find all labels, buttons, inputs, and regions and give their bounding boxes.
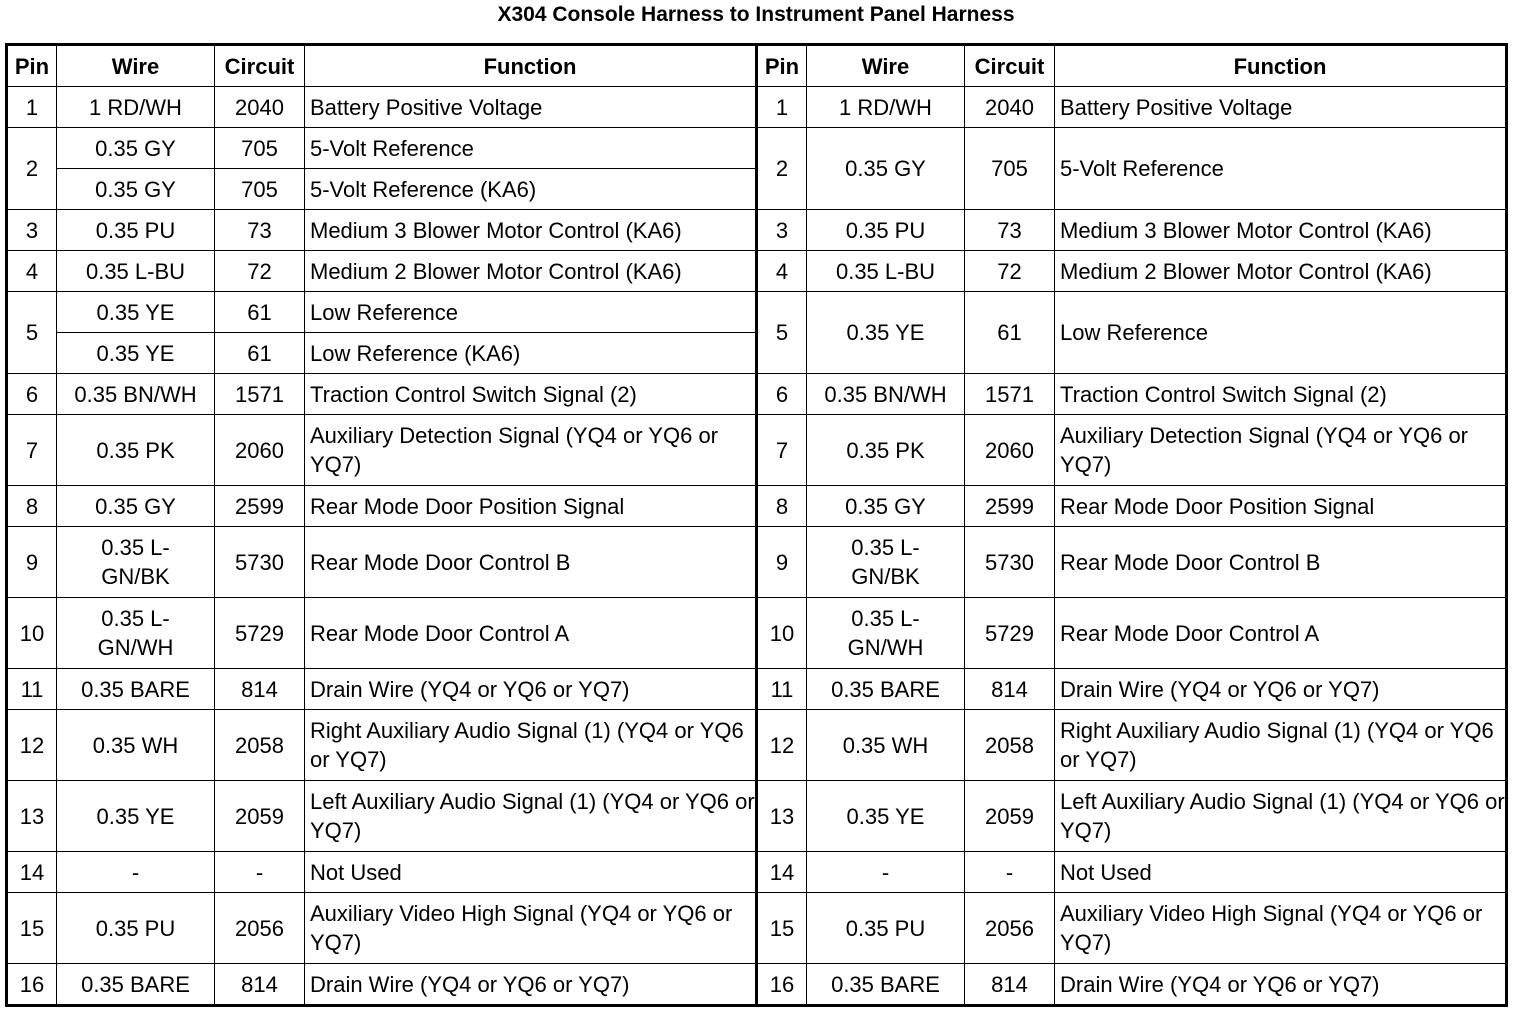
- function-cell: Auxiliary Detection Signal (YQ4 or YQ6 or YQ7): [305, 415, 757, 486]
- function-cell: Low Reference: [1055, 292, 1507, 374]
- circuit-cell: 2056: [215, 893, 305, 964]
- circuit-cell: 1571: [215, 374, 305, 415]
- pin-cell: 15: [757, 893, 807, 964]
- wire-cell: 0.35 GY: [57, 486, 215, 527]
- circuit-cell: 705: [965, 128, 1055, 210]
- table-row: [7, 710, 1507, 781]
- table-row: [7, 128, 1507, 169]
- pin-cell: 1: [7, 87, 57, 128]
- wire-cell: 1 RD/WH: [807, 87, 965, 128]
- table-row: [7, 292, 1507, 333]
- circuit-cell: 5730: [215, 527, 305, 598]
- circuit-cell: 61: [965, 292, 1055, 374]
- header-circuit: Circuit: [215, 45, 305, 87]
- header-wire: Wire: [57, 45, 215, 87]
- table-row: [7, 852, 1507, 893]
- wire-cell: 0.35 BN/WH: [807, 374, 965, 415]
- function-cell: Left Auxiliary Audio Signal (1) (YQ4 or YQ6 or YQ7): [305, 781, 757, 852]
- wire-cell: 0.35 YE: [57, 781, 215, 852]
- table-row: [7, 486, 1507, 527]
- function-cell: Drain Wire (YQ4 or YQ6 or YQ7): [1055, 964, 1507, 1006]
- wire-cell: 0.35 PK: [57, 415, 215, 486]
- header-function: Function: [305, 45, 757, 87]
- circuit-cell: 61: [215, 333, 305, 374]
- circuit-cell: 5729: [215, 598, 305, 669]
- function-cell: Left Auxiliary Audio Signal (1) (YQ4 or YQ6 or YQ7): [1055, 781, 1507, 852]
- function-cell: Battery Positive Voltage: [1055, 87, 1507, 128]
- pin-cell: 14: [7, 852, 57, 893]
- circuit-cell: 72: [965, 251, 1055, 292]
- pin-cell: 3: [757, 210, 807, 251]
- header-function: Function: [1055, 45, 1507, 87]
- pin-cell: 6: [757, 374, 807, 415]
- wire-label: 0.35 L-GN/BK: [101, 535, 170, 589]
- function-cell: Auxiliary Video High Signal (YQ4 or YQ6 or YQ7): [305, 893, 757, 964]
- function-cell: Right Auxiliary Audio Signal (1) (YQ4 or YQ6 or YQ7): [305, 710, 757, 781]
- table-row: [7, 210, 1507, 251]
- wire-cell: 0.35 PU: [57, 893, 215, 964]
- wire-cell: 0.35 PU: [57, 210, 215, 251]
- wire-label: 0.35 L-GN/WH: [97, 606, 174, 660]
- table-row: [7, 415, 1507, 486]
- header-wire: Wire: [807, 45, 965, 87]
- connector-pinout-table: [5, 43, 1508, 1007]
- pin-cell: 5: [7, 292, 57, 374]
- wire-cell: 0.35 PU: [807, 893, 965, 964]
- pin-cell: 10: [757, 598, 807, 669]
- table-row: [7, 893, 1507, 964]
- wire-cell: [807, 598, 965, 669]
- table-row: [7, 251, 1507, 292]
- pin-cell: 7: [757, 415, 807, 486]
- circuit-cell: 705: [215, 128, 305, 169]
- function-cell: Medium 2 Blower Motor Control (KA6): [1055, 251, 1507, 292]
- function-cell: Auxiliary Video High Signal (YQ4 or YQ6 or YQ7): [1055, 893, 1507, 964]
- pin-cell: 16: [757, 964, 807, 1006]
- function-cell: Drain Wire (YQ4 or YQ6 or YQ7): [305, 669, 757, 710]
- circuit-cell: 2058: [965, 710, 1055, 781]
- wire-cell: 0.35 L-BU: [807, 251, 965, 292]
- circuit-cell: 2599: [215, 486, 305, 527]
- function-cell: Rear Mode Door Position Signal: [305, 486, 757, 527]
- pin-cell: 3: [7, 210, 57, 251]
- pin-cell: 2: [757, 128, 807, 210]
- function-cell: 5-Volt Reference (KA6): [305, 169, 757, 210]
- header-pin: Pin: [757, 45, 807, 87]
- function-cell: Auxiliary Detection Signal (YQ4 or YQ6 or YQ7): [1055, 415, 1507, 486]
- function-cell: Medium 3 Blower Motor Control (KA6): [1055, 210, 1507, 251]
- circuit-cell: 2059: [965, 781, 1055, 852]
- circuit-cell: 2059: [215, 781, 305, 852]
- wire-cell: 0.35 GY: [807, 486, 965, 527]
- pin-cell: 13: [757, 781, 807, 852]
- circuit-cell: 61: [215, 292, 305, 333]
- circuit-cell: 814: [965, 669, 1055, 710]
- header-circuit: Circuit: [965, 45, 1055, 87]
- function-cell: Low Reference: [305, 292, 757, 333]
- circuit-cell: 2040: [965, 87, 1055, 128]
- wire-cell: 0.35 BARE: [57, 964, 215, 1006]
- function-cell: 5-Volt Reference: [1055, 128, 1507, 210]
- wire-cell: 0.35 YE: [57, 333, 215, 374]
- wire-cell: 0.35 WH: [807, 710, 965, 781]
- function-cell: Right Auxiliary Audio Signal (1) (YQ4 or YQ6 or YQ7): [1055, 710, 1507, 781]
- wire-cell: 0.35 YE: [807, 292, 965, 374]
- table-row: [7, 669, 1507, 710]
- circuit-cell: 2599: [965, 486, 1055, 527]
- function-cell: Rear Mode Door Control A: [305, 598, 757, 669]
- circuit-cell: 705: [215, 169, 305, 210]
- pin-cell: 4: [7, 251, 57, 292]
- wire-cell: [57, 598, 215, 669]
- wire-cell: -: [57, 852, 215, 893]
- function-cell: Not Used: [305, 852, 757, 893]
- wire-cell: 0.35 PU: [807, 210, 965, 251]
- table-row: [7, 598, 1507, 669]
- header-pin: Pin: [7, 45, 57, 87]
- wire-cell: 0.35 BARE: [807, 669, 965, 710]
- pin-cell: 13: [7, 781, 57, 852]
- table-row: [7, 964, 1507, 1006]
- table-row: [7, 87, 1507, 128]
- circuit-cell: -: [965, 852, 1055, 893]
- table-row: [7, 527, 1507, 598]
- pin-cell: 11: [7, 669, 57, 710]
- wire-cell: 0.35 L-BU: [57, 251, 215, 292]
- wire-cell: 0.35 BN/WH: [57, 374, 215, 415]
- wire-cell: 0.35 GY: [807, 128, 965, 210]
- wire-cell: -: [807, 852, 965, 893]
- wire-cell: [807, 527, 965, 598]
- wire-cell: 0.35 WH: [57, 710, 215, 781]
- wire-cell: 0.35 BARE: [57, 669, 215, 710]
- function-cell: Not Used: [1055, 852, 1507, 893]
- circuit-cell: 814: [965, 964, 1055, 1006]
- function-cell: Rear Mode Door Control A: [1055, 598, 1507, 669]
- pin-cell: 5: [757, 292, 807, 374]
- pin-cell: 8: [757, 486, 807, 527]
- circuit-cell: 2056: [965, 893, 1055, 964]
- pin-cell: 14: [757, 852, 807, 893]
- pin-cell: 16: [7, 964, 57, 1006]
- wire-label: 0.35 L-GN/BK: [851, 535, 920, 589]
- circuit-cell: -: [215, 852, 305, 893]
- pin-cell: 11: [757, 669, 807, 710]
- function-cell: Rear Mode Door Control B: [1055, 527, 1507, 598]
- table-title: X304 Console Harness to Instrument Panel Harness: [497, 3, 1015, 26]
- function-cell: Medium 2 Blower Motor Control (KA6): [305, 251, 757, 292]
- wire-cell: 0.35 PK: [807, 415, 965, 486]
- function-cell: Traction Control Switch Signal (2): [305, 374, 757, 415]
- wire-cell: 0.35 GY: [57, 169, 215, 210]
- table-row: [7, 374, 1507, 415]
- pin-cell: 7: [7, 415, 57, 486]
- wire-cell: 0.35 GY: [57, 128, 215, 169]
- circuit-cell: 5730: [965, 527, 1055, 598]
- pin-cell: 9: [757, 527, 807, 598]
- pin-cell: 12: [757, 710, 807, 781]
- circuit-cell: 5729: [965, 598, 1055, 669]
- function-cell: Drain Wire (YQ4 or YQ6 or YQ7): [305, 964, 757, 1006]
- circuit-cell: 73: [965, 210, 1055, 251]
- function-cell: Rear Mode Door Position Signal: [1055, 486, 1507, 527]
- function-cell: 5-Volt Reference: [305, 128, 757, 169]
- pin-cell: 4: [757, 251, 807, 292]
- circuit-cell: 2040: [215, 87, 305, 128]
- pin-cell: 12: [7, 710, 57, 781]
- wire-label: 0.35 L-GN/WH: [847, 606, 924, 660]
- wire-cell: 0.35 YE: [807, 781, 965, 852]
- function-cell: Drain Wire (YQ4 or YQ6 or YQ7): [1055, 669, 1507, 710]
- pin-cell: 6: [7, 374, 57, 415]
- circuit-cell: 814: [215, 669, 305, 710]
- table-row: [7, 781, 1507, 852]
- circuit-cell: 72: [215, 251, 305, 292]
- pin-cell: 2: [7, 128, 57, 210]
- pin-cell: 1: [757, 87, 807, 128]
- function-cell: Low Reference (KA6): [305, 333, 757, 374]
- wire-cell: [57, 527, 215, 598]
- function-cell: Medium 3 Blower Motor Control (KA6): [305, 210, 757, 251]
- circuit-cell: 2058: [215, 710, 305, 781]
- circuit-cell: 2060: [215, 415, 305, 486]
- pin-cell: 10: [7, 598, 57, 669]
- pin-cell: 15: [7, 893, 57, 964]
- function-cell: Rear Mode Door Control B: [305, 527, 757, 598]
- function-cell: Traction Control Switch Signal (2): [1055, 374, 1507, 415]
- pin-cell: 9: [7, 527, 57, 598]
- wire-cell: 0.35 BARE: [807, 964, 965, 1006]
- circuit-cell: 2060: [965, 415, 1055, 486]
- circuit-cell: 1571: [965, 374, 1055, 415]
- header-row: [7, 45, 1507, 87]
- circuit-cell: 73: [215, 210, 305, 251]
- function-cell: Battery Positive Voltage: [305, 87, 757, 128]
- wire-cell: 0.35 YE: [57, 292, 215, 333]
- circuit-cell: 814: [215, 964, 305, 1006]
- wire-cell: 1 RD/WH: [57, 87, 215, 128]
- pin-cell: 8: [7, 486, 57, 527]
